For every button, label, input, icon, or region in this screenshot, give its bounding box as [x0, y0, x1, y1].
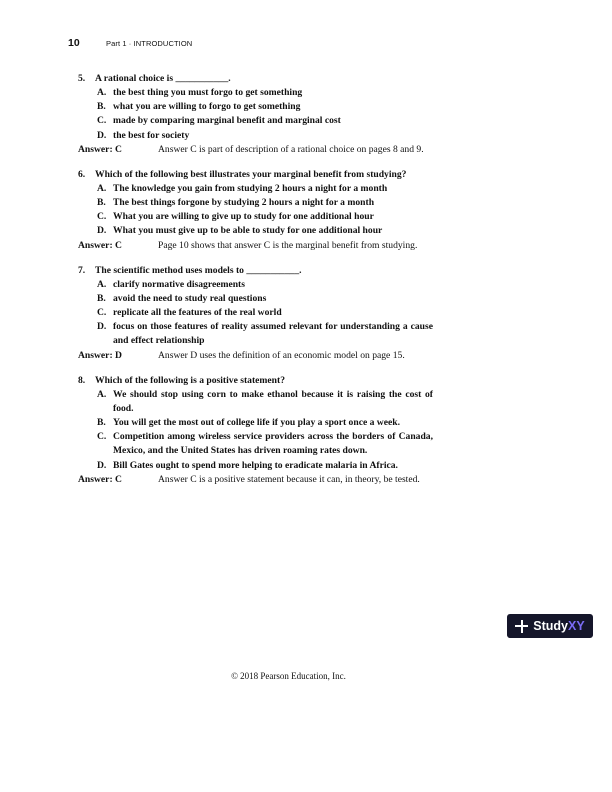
option-list	[97, 388, 433, 473]
question-number: 6.	[78, 168, 86, 180]
option-b	[97, 416, 433, 430]
studyxy-badge[interactable]	[507, 614, 593, 638]
option-letter: B.	[97, 417, 106, 429]
option-letter: C.	[97, 431, 107, 443]
option-text: You will get the most out of college life if you play a sport once a week.	[113, 417, 400, 429]
option-d	[97, 320, 433, 348]
option-letter: D.	[97, 321, 107, 333]
option-letter: C.	[97, 307, 107, 319]
answer-row	[78, 239, 433, 253]
option-c	[97, 306, 433, 320]
question-6	[78, 168, 433, 253]
option-text: clarify normative disagreements	[113, 278, 245, 290]
option-d	[97, 224, 433, 238]
answer-row	[78, 143, 433, 157]
option-c	[97, 430, 433, 458]
option-text: the best thing you must forgo to get something	[113, 87, 303, 98]
option-a	[97, 388, 433, 416]
answer-label: Answer: C	[78, 143, 122, 155]
option-a	[97, 86, 433, 100]
answer-label: Answer: D	[78, 349, 122, 361]
question-list	[78, 72, 433, 498]
running-head: Part 1 · INTRODUCTION	[106, 39, 193, 48]
option-d	[97, 459, 433, 473]
option-text: Bill Gates ought to spend more helping to eradicate malaria in Africa.	[113, 459, 398, 471]
option-text: replicate all the features of the real world	[113, 307, 282, 319]
option-letter: D.	[97, 129, 107, 141]
option-list	[97, 86, 433, 143]
answer-explanation: Answer D uses the definition of an economic model on page 15.	[158, 349, 405, 361]
option-text: What you must give up to be able to study for one additional hour	[113, 225, 383, 237]
option-letter: B.	[97, 197, 106, 209]
option-d	[97, 129, 433, 143]
answer-row	[78, 349, 433, 363]
option-c	[97, 114, 433, 128]
option-text: We should stop using corn to make ethanol because it is raising the cost of food.	[113, 388, 433, 414]
option-text: avoid the need to study real questions	[113, 292, 267, 304]
answer-explanation: Page 10 shows that answer C is the marginal benefit from studying.	[158, 239, 418, 251]
option-b	[97, 196, 433, 210]
copyright-footer: © 2018 Pearson Education, Inc.	[231, 671, 346, 681]
answer-label: Answer: C	[78, 239, 122, 251]
option-a	[97, 182, 433, 196]
option-letter: A.	[97, 278, 107, 290]
option-text: the best for society	[113, 129, 190, 141]
question-text: Which of the following best illustrates your marginal benefit from studying?	[95, 168, 407, 180]
page-number: 10	[68, 37, 80, 49]
option-letter: A.	[97, 388, 107, 400]
question-7	[78, 264, 433, 363]
answer-explanation: Answer C is part of description of a rational choice on pages 8 and 9.	[158, 143, 424, 155]
option-letter: B.	[97, 101, 106, 113]
option-text: made by comparing marginal benefit and marginal cost	[113, 115, 341, 127]
option-text: What you are willing to give up to study for one additional hour	[113, 211, 374, 223]
badge-accent-text: XY	[568, 619, 585, 633]
option-list	[97, 182, 433, 239]
option-letter: D.	[97, 459, 107, 471]
plus-icon	[515, 620, 528, 633]
option-letter: C.	[97, 115, 107, 127]
option-c	[97, 210, 433, 224]
badge-text: Study	[533, 619, 569, 633]
option-letter: A.	[97, 87, 107, 98]
option-a	[97, 278, 433, 292]
option-letter: D.	[97, 225, 107, 237]
option-list	[97, 278, 433, 349]
answer-explanation: Answer C is a positive statement because it can, in theory, be tested.	[158, 473, 420, 485]
option-text: The knowledge you gain from studying 2 hours a night for a month	[113, 182, 388, 194]
option-b	[97, 292, 433, 306]
answer-row	[78, 473, 433, 487]
option-letter: C.	[97, 211, 107, 223]
question-number: 7.	[78, 264, 86, 276]
question-text: The scientific method uses models to ___________.	[95, 264, 302, 276]
question-8	[78, 374, 433, 487]
option-text: what you are willing to forgo to get something	[113, 101, 301, 113]
question-number: 5.	[78, 73, 86, 84]
option-b	[97, 100, 433, 114]
option-text: focus on those features of reality assumed relevant for understanding a cause and effect relationship	[113, 321, 433, 347]
option-letter: A.	[97, 182, 107, 194]
question-text: A rational choice is ___________.	[95, 73, 231, 84]
option-text: Competition among wireless service providers across the borders of Canada, Mexico, and the United States has driven roaming rates down.	[113, 431, 433, 457]
question-5	[78, 72, 433, 157]
page-header	[68, 37, 548, 51]
question-number: 8.	[78, 374, 86, 386]
option-text: The best things forgone by studying 2 hours a night for a month	[113, 197, 375, 209]
question-text: Which of the following is a positive statement?	[95, 374, 286, 386]
option-letter: B.	[97, 292, 106, 304]
answer-label: Answer: C	[78, 473, 122, 485]
